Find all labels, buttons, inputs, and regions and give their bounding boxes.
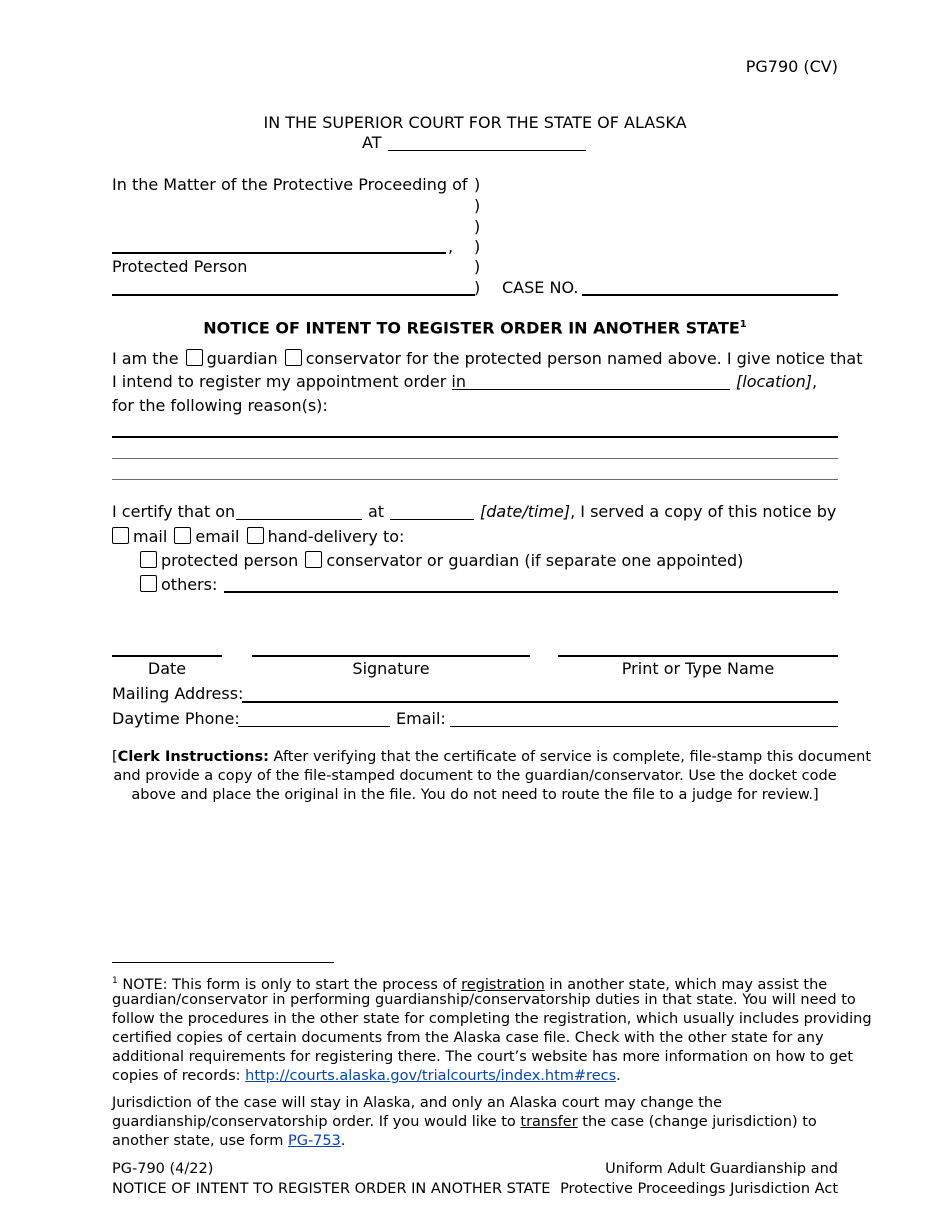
date-signature-field[interactable] [112,655,222,657]
footnote-line-2: guardian/conservator in performing guardianship/conservatorship duties in that state. You will need to [112,992,856,1008]
clerk-instructions-line-1: [Clerk Instructions: After verifying that the certificate of service is complete, file-stamp this document [112,749,872,765]
print-name-label: Print or Type Name [621,659,775,678]
registration-word: registration [461,976,545,993]
case-no-label: CASE NO. [502,278,579,297]
clerk-instructions-label: Clerk Instructions: [117,749,269,765]
protected-person-recipient-label: protected person [161,551,299,570]
guardian-checkbox[interactable] [186,349,203,366]
footer-form-title: NOTICE OF INTENT TO REGISTER ORDER IN ANOTHER STATE [112,1181,551,1197]
served-text: , I served a copy of this notice by [570,502,837,521]
daytime-phone-field[interactable] [238,726,390,727]
i-am-the-text: I am the [112,349,179,368]
reason-line-3[interactable] [112,479,838,480]
hand-delivery-label: hand-delivery to: [267,527,405,546]
title-footnote-marker: 1 [739,319,747,330]
court-title: IN THE SUPERIOR COURT FOR THE STATE OF ALASKA [263,113,687,132]
signature-label: Signature [352,659,430,678]
caption-comma: , [448,237,454,256]
caption-paren: ) [474,217,481,236]
court-at-label: AT [362,133,382,152]
protected-person-name-field[interactable] [112,252,446,254]
date-time-hint: [date/time] [480,502,571,521]
footnote-line-6: copies of records: http://courts.alaska.gov/trialcourts/index.htm#recs. [112,1068,621,1084]
others-label: others: [161,575,218,594]
case-no-field[interactable] [582,294,838,296]
footer-form-number: PG-790 (4/22) [112,1161,214,1177]
pg-753-link[interactable]: PG-753 [287,1133,341,1149]
location-field[interactable] [452,389,730,390]
certify-at-text: at [368,502,385,521]
email-contact-label: Email: [396,709,446,728]
court-records-link[interactable]: http://courts.alaska.gov/trialcourts/index.htm#recs [245,1068,617,1084]
court-location-field[interactable] [388,150,586,151]
email-method-label: email [195,527,240,546]
served-time-field[interactable] [390,519,474,520]
caption-paren: ) [474,196,481,215]
others-field[interactable] [224,591,838,593]
mailing-address-field[interactable] [242,701,838,703]
form-code-top: PG790 (CV) [745,57,838,76]
caption-paren: ) [474,257,481,276]
footnote-line-5: additional requirements for registering there. The court’s website has more information on how to get [112,1049,854,1065]
footnote-line-1: $^1$ NOTE: This form is only to start the process of registration in another state, which may assist the [112,976,828,993]
reason-line-1[interactable] [112,436,838,438]
recipient-line [140,551,743,570]
others-line [140,575,217,594]
reason-line-2[interactable] [112,458,838,459]
caption-bottom-line [112,294,475,296]
others-checkbox[interactable] [140,575,157,592]
conservator-text: conservator for the protected person named above. I give notice that [305,349,863,368]
conservator-guardian-label: conservator or guardian (if separate one appointed) [326,551,744,570]
footnote-separator [112,962,334,963]
footnote-line-4: certified copies of certain documents from the Alaska case file. Check with the other state for any [112,1030,824,1046]
hand-delivery-checkbox[interactable] [247,527,264,544]
mail-label: mail [133,527,168,546]
reason-text: for the following reason(s): [112,396,328,415]
location-comma: , [811,372,818,391]
print-name-field[interactable] [558,655,838,657]
service-method-line [112,527,404,546]
served-line [480,503,836,521]
guardian-label: guardian [206,349,278,368]
caption-paren: ) [474,175,481,194]
caption-paren: ) [474,278,481,297]
certify-on-text: I certify that on [112,502,236,521]
guardian-conservator-line [112,349,863,368]
intend-text: I intend to register my appointment order in [112,372,466,391]
signature-field[interactable] [252,655,530,657]
jurisdiction-line-2: guardianship/conservatorship order. If you would like to transfer the case (change jurisdiction) to [112,1114,817,1130]
clerk-instructions-line-3: above and place the original in the file. You do not need to route the file to a judge for review.] [131,787,819,803]
mail-checkbox[interactable] [112,527,129,544]
mailing-address-label: Mailing Address: [112,684,244,703]
daytime-phone-label: Daytime Phone: [112,709,240,728]
footer-act-line-1: Uniform Adult Guardianship and [605,1161,838,1177]
jurisdiction-line-3: another state, use form PG-753. [112,1133,346,1149]
date-label: Date [147,659,187,678]
email-checkbox[interactable] [174,527,191,544]
footnote-marker: 1 [112,976,118,986]
protected-person-checkbox[interactable] [140,551,157,568]
footer-act-line-2: Protective Proceedings Jurisdiction Act [560,1181,838,1197]
jurisdiction-line-1: Jurisdiction of the case will stay in Alaska, and only an Alaska court may change the [112,1095,722,1111]
served-date-field[interactable] [236,519,362,520]
caption-paren: ) [474,237,481,256]
transfer-word: transfer [520,1114,578,1130]
location-hint: [location], [736,372,818,391]
matter-text: In the Matter of the Protective Proceeding of [112,175,468,194]
clerk-instructions-line-2: and provide a copy of the file-stamped document to the guardian/conservator. Use the docket code [113,768,837,784]
email-contact-field[interactable] [450,726,838,727]
footnote-line-3: follow the procedures in the other state for completing the registration, which usually includes providing [112,1011,872,1027]
notice-title: NOTICE OF INTENT TO REGISTER ORDER IN ANOTHER STATE$^1$ [203,318,747,338]
protected-person-label: Protected Person [112,257,248,276]
conservator-checkbox[interactable] [285,349,302,366]
conservator-guardian-checkbox[interactable] [305,551,322,568]
